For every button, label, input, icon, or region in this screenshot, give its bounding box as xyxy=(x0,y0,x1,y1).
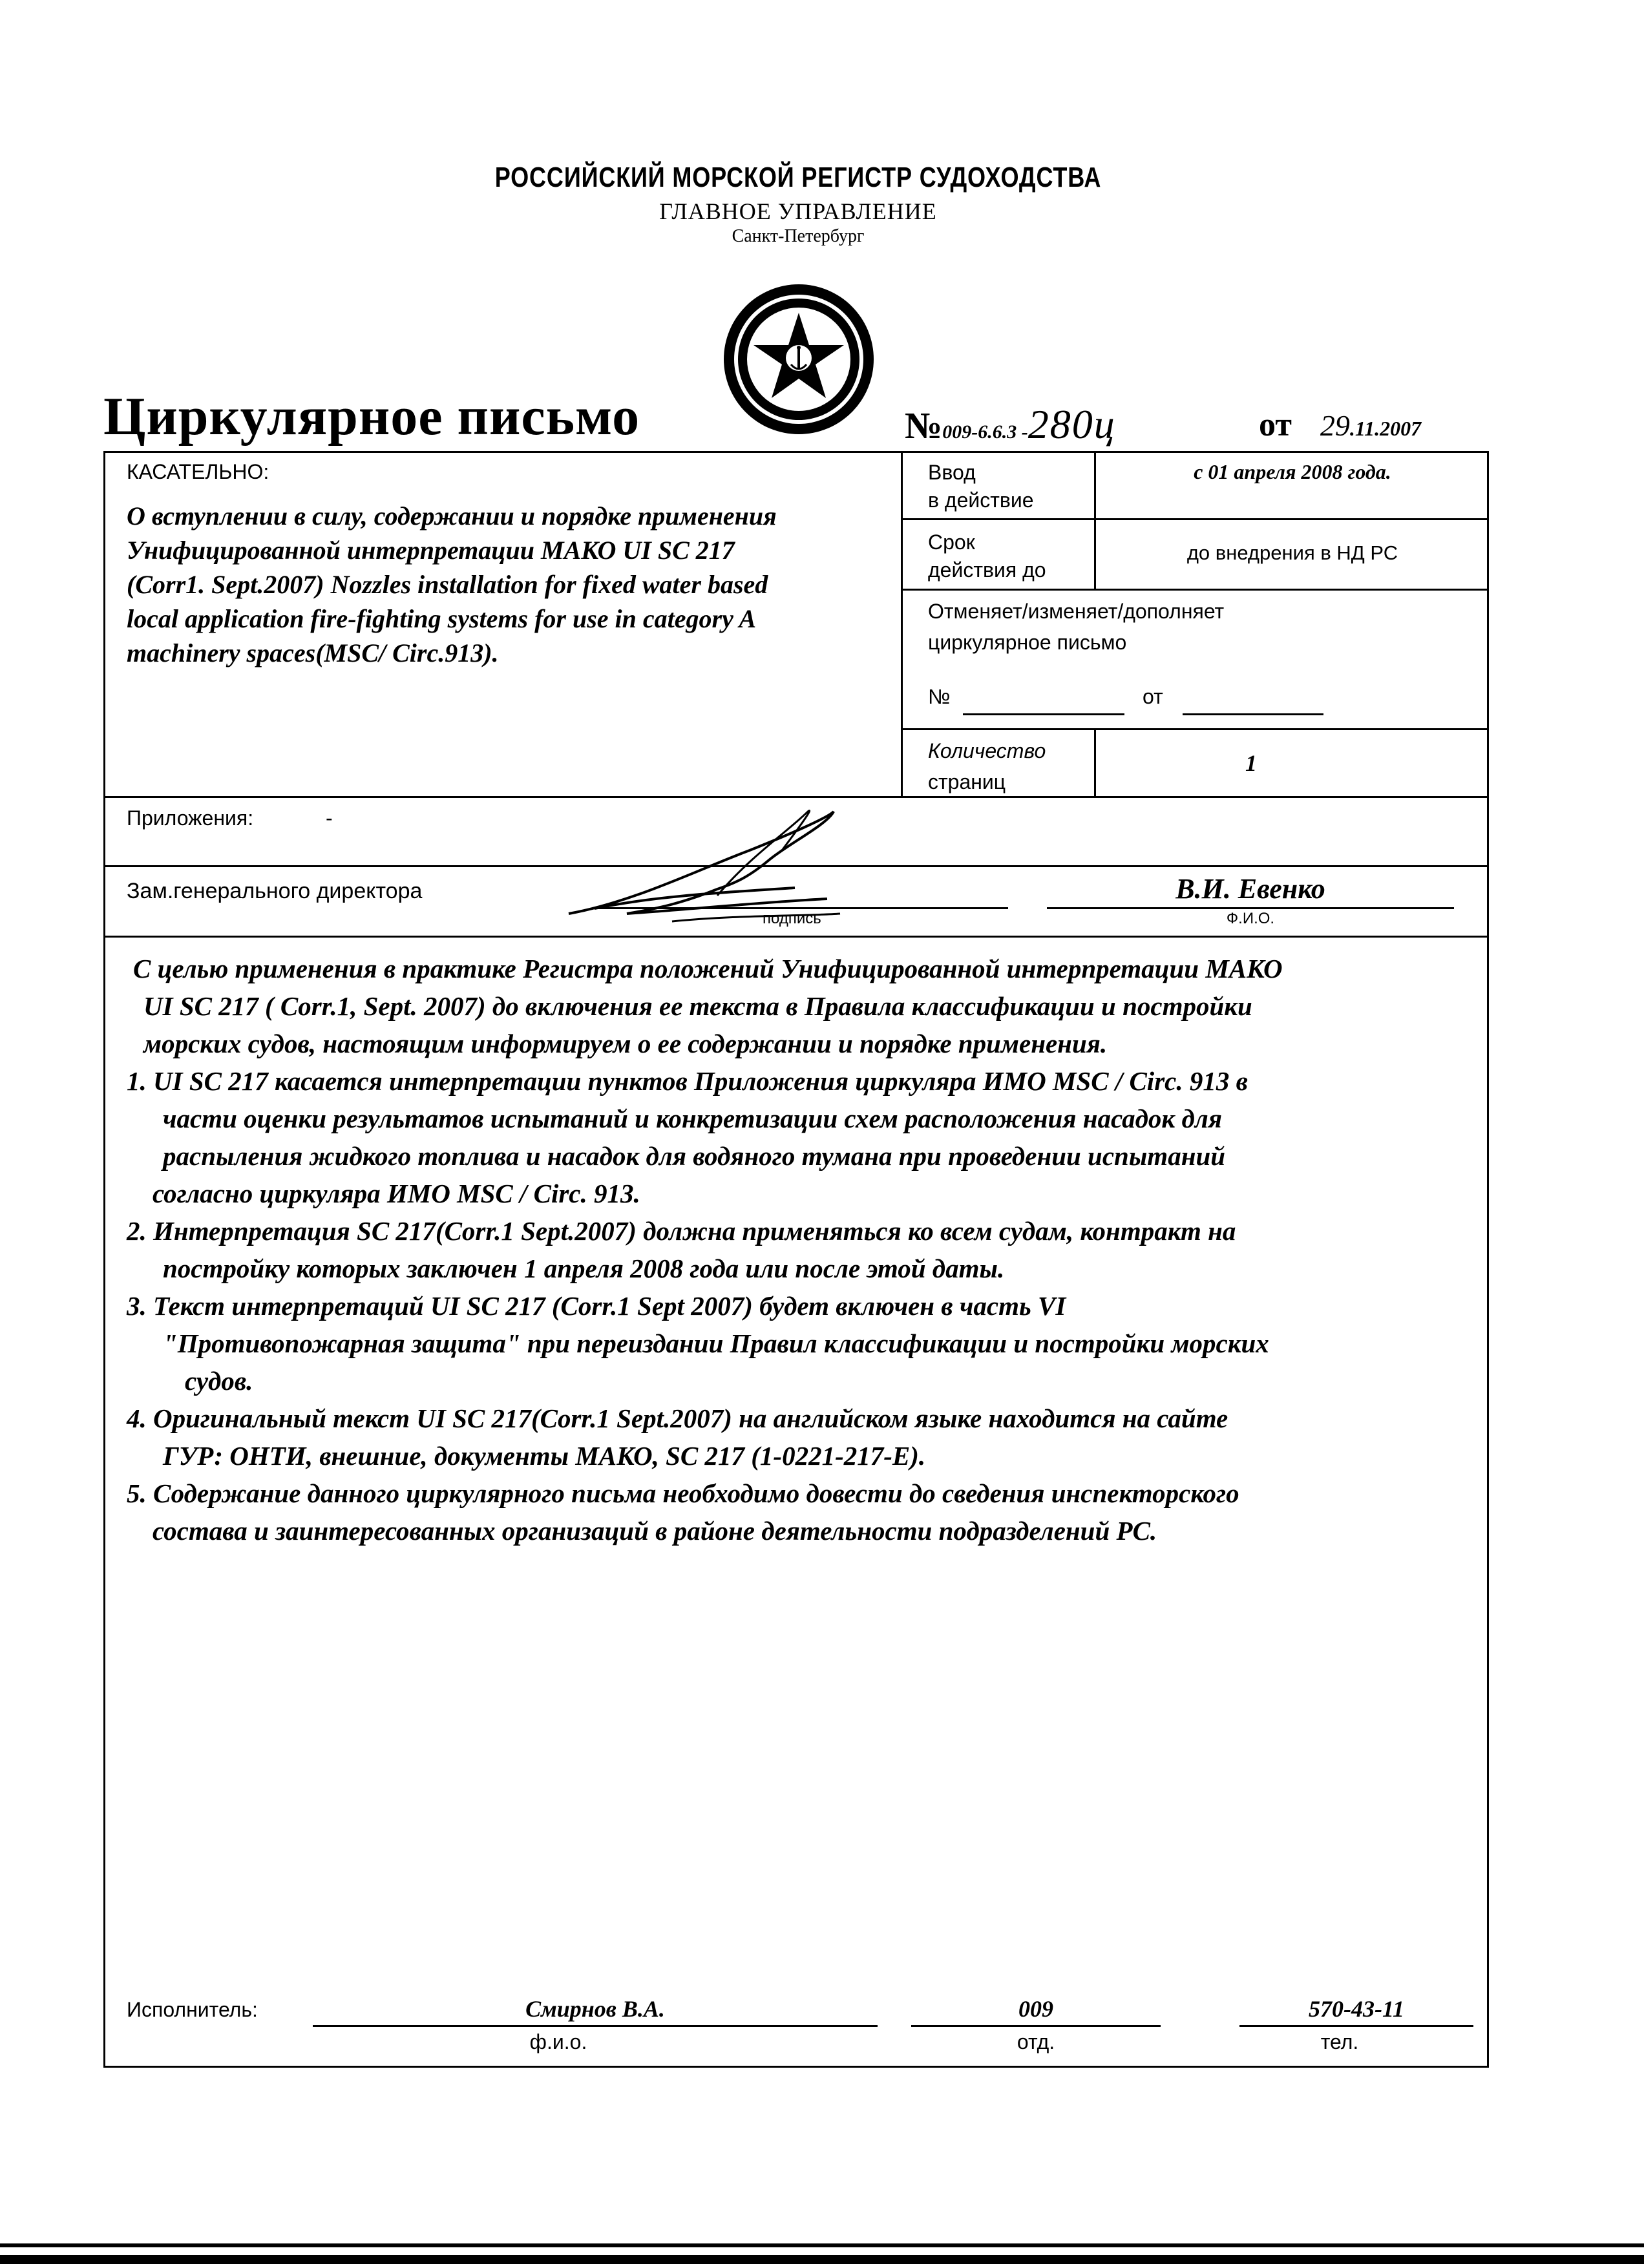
row-divider xyxy=(901,728,1489,730)
cancels-number-label: № xyxy=(928,685,951,708)
cancels-date-blank xyxy=(1183,713,1323,715)
row-divider xyxy=(901,518,1489,520)
column-divider xyxy=(901,451,903,797)
row-divider xyxy=(103,936,1489,938)
intro-line: UI SC 217 ( Corr.1, Sept. 2007) до включения ее текста в Правила классификации и постройки xyxy=(143,991,1252,1021)
date-handwritten: 29 xyxy=(1320,409,1350,442)
subject-line: О вступлении в силу, содержании и порядке применения xyxy=(127,501,777,530)
list-item: распыления жидкого топлива и насадок для водяного тумана при проведении испытаний xyxy=(163,1141,1226,1171)
list-item: 2. Интерпретация SC 217(Corr.1 Sept.2007) должна применяться ко всем судам, контракт на xyxy=(127,1216,1236,1246)
list-item: части оценки результатов испытаний и конкретизации схем расположения насадок для xyxy=(163,1104,1222,1133)
organization-name: РОССИЙСКИЙ МОРСКОЙ РЕГИСТР СУДОХОДСТВА xyxy=(494,162,1102,193)
effective-value: с 01 апреля 2008 года. xyxy=(1194,460,1391,483)
subject-line: machinery spaces(MSC/ Circ.913). xyxy=(127,638,499,667)
list-item: 1. UI SC 217 касается интерпретации пунктов Приложения циркуляра ИМО MSC / Circ. 913 в xyxy=(127,1066,1248,1096)
date-printed: .11.2007 xyxy=(1349,417,1422,440)
pages-label: Количество страниц xyxy=(928,739,1046,793)
cancels-number-blank xyxy=(963,713,1124,715)
from-label: от xyxy=(1259,406,1292,443)
intro-line: С целью применения в практике Регистра положений Унифицированной интерпретации МАКО xyxy=(133,954,1283,983)
list-item: "Противопожарная защита" при переиздании Правил классификации и постройки морских xyxy=(163,1328,1269,1358)
validity-label: Срок действия до xyxy=(928,530,1046,582)
subject-label: КАСАТЕЛЬНО: xyxy=(127,460,269,483)
list-item: постройку которых заключен 1 апреля 2008 года или после этой даты. xyxy=(163,1254,1005,1283)
list-item: ГУР: ОНТИ, внешние, документы МАКО, SC 217 (1-0221-217-E). xyxy=(163,1441,926,1471)
subject-line: Унифицированной интерпретации МАКО UI SC 217 xyxy=(127,536,735,565)
executor-name-caption: ф.и.о. xyxy=(529,2030,587,2053)
signature-caption: подпись xyxy=(763,910,821,927)
scan-border-line xyxy=(0,2255,1644,2264)
cancels-from-label: от xyxy=(1143,685,1163,708)
executor-phone: 570-43-11 xyxy=(1309,1996,1404,2022)
executor-dept-line xyxy=(911,2025,1161,2027)
executor-name-line xyxy=(313,2025,878,2027)
signatory-position: Зам.генерального директора xyxy=(127,879,423,903)
executor-dept: 009 xyxy=(1018,1996,1053,2022)
row-divider xyxy=(901,589,1489,591)
subject-text xyxy=(127,499,777,670)
intro-line: морских судов, настоящим информируем о ее содержании и порядке применения. xyxy=(143,1029,1108,1058)
pages-value: 1 xyxy=(1245,750,1257,776)
subject-line: (Corr1. Sept.2007) Nozzles installation for fixed water based xyxy=(127,570,768,599)
executor-phone-caption: тел. xyxy=(1320,2030,1359,2053)
scan-border-line xyxy=(0,2243,1644,2247)
executor-name: Смирнов В.А. xyxy=(525,1996,665,2022)
letter-date xyxy=(1259,406,1421,444)
executor-phone-line xyxy=(1239,2025,1473,2027)
executor-dept-caption: отд. xyxy=(1017,2030,1055,2053)
list-item: 5. Содержание данного циркулярного письма необходимо довести до сведения инспекторского xyxy=(127,1478,1239,1508)
signatory-name: В.И. Евенко xyxy=(1175,873,1325,905)
name-line xyxy=(1047,907,1454,909)
department-name: ГЛАВНОЕ УПРАВЛЕНИЕ xyxy=(659,198,937,224)
emblem-icon xyxy=(721,282,876,437)
list-item: состава и заинтересованных организаций в районе деятельности подразделений РС. xyxy=(153,1516,1157,1546)
list-item: 3. Текст интерпретаций UI SC 217 (Corr.1 Sept 2007) будет включен в часть VI xyxy=(127,1291,1066,1321)
effective-label: Ввод в действие xyxy=(928,461,1034,512)
city-name: Санкт-Петербург xyxy=(732,226,865,246)
attachments-label: Приложения: xyxy=(127,806,254,830)
attachments-value: - xyxy=(326,806,333,830)
row-divider xyxy=(103,796,1489,798)
signature-line xyxy=(595,907,1008,909)
executor-label: Исполнитель: xyxy=(127,1998,258,2021)
number-printed: 009-6.6.3 - xyxy=(942,421,1028,443)
letter-number xyxy=(905,401,1116,448)
number-handwritten: 280ц xyxy=(1028,401,1116,447)
subject-line: local application fire-fighting systems for use in category A xyxy=(127,604,757,633)
number-sign: № xyxy=(905,404,943,446)
letter-title: Циркулярное письмо xyxy=(103,386,640,446)
name-caption: Ф.И.О. xyxy=(1226,910,1275,927)
list-item: 4. Оригинальный текст UI SC 217(Corr.1 Sept.2007) на английском языке находится на сайте xyxy=(127,1403,1228,1433)
validity-value: до внедрения в НД РС xyxy=(1186,541,1398,564)
letterhead xyxy=(0,162,1596,247)
cancels-label: Отменяет/изменяет/дополняет циркулярное письмо xyxy=(928,600,1225,654)
list-item: согласно циркуляра ИМО MSC / Circ. 913. xyxy=(153,1179,640,1208)
list-item: судов. xyxy=(185,1366,253,1396)
register-emblem xyxy=(721,282,876,437)
